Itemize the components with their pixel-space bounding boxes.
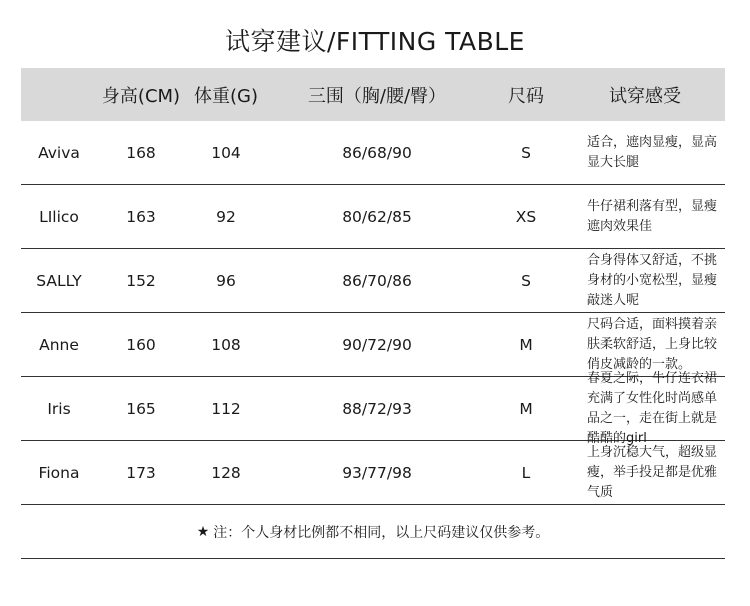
row-name: Iris [47,399,71,418]
table-header [21,68,725,121]
row-feeling: 牛仔裙利落有型，显瘦遮肉效果佳 [587,198,718,234]
row-height: 160 [126,335,156,354]
row-feeling: 上身沉稳大气，超级显瘦，举手投足都是优雅气质 [587,444,718,500]
row-feeling: 适合，遮肉显瘦，显高显大长腿 [587,134,718,170]
row-measurements: 88/72/93 [342,399,412,418]
row-size: L [521,463,531,482]
header-weight: 体重(G) [194,85,258,107]
row-weight: 112 [211,399,241,418]
page-title: 试穿建议/FITTING TABLE [225,27,525,56]
table-row [21,121,725,185]
header-size: 尺码 [508,85,544,107]
row-weight: 96 [216,271,236,290]
row-weight: 104 [211,143,241,162]
fitting-table [21,68,725,559]
row-size: S [521,271,531,290]
row-measurements: 90/72/90 [342,335,412,354]
row-feeling: 春夏之际，牛仔连衣裙充满了女性化时尚感单品之一，走在街上就是酷酷的girl [587,370,718,446]
row-height: 168 [126,143,156,162]
header-height: 身高(CM) [101,85,181,107]
row-height: 165 [126,399,156,418]
row-size: M [519,399,533,418]
row-size: M [519,335,533,354]
table-row [21,185,725,249]
row-weight: 108 [211,335,241,354]
header-measurements: 三围（胸/腰/臀） [307,85,447,107]
row-size: S [521,143,531,162]
row-name: Aviva [38,143,80,162]
star-icon: ★ [196,523,210,540]
row-measurements: 93/77/98 [342,463,412,482]
table-row [21,249,725,313]
row-name: LIlico [39,207,79,226]
row-name: Fiona [38,463,80,482]
row-feeling: 合身得体又舒适，不挑身材的小宽松型，显瘦敲迷人呢 [587,252,718,308]
row-height: 163 [126,207,156,226]
row-measurements: 86/70/86 [342,271,412,290]
table-row [21,370,725,446]
row-weight: 128 [211,463,241,482]
row-feeling: 尺码合适，面料摸着亲肤柔软舒适，上身比较俏皮减龄的一款。 [587,316,718,372]
table-row [21,313,725,377]
table-row [21,441,725,505]
footer-note [21,505,725,559]
row-weight: 92 [216,207,236,226]
footer-note-text: 注：个人身材比例都不相同，以上尺码建议仅供参考。 [213,524,550,541]
row-measurements: 86/68/90 [342,143,412,162]
row-size: XS [515,207,537,226]
row-height: 152 [126,271,156,290]
row-height: 173 [126,463,156,482]
header-feeling: 试穿感受 [609,85,681,107]
row-name: Anne [39,335,79,354]
row-name: SALLY [36,271,82,290]
row-measurements: 80/62/85 [342,207,412,226]
